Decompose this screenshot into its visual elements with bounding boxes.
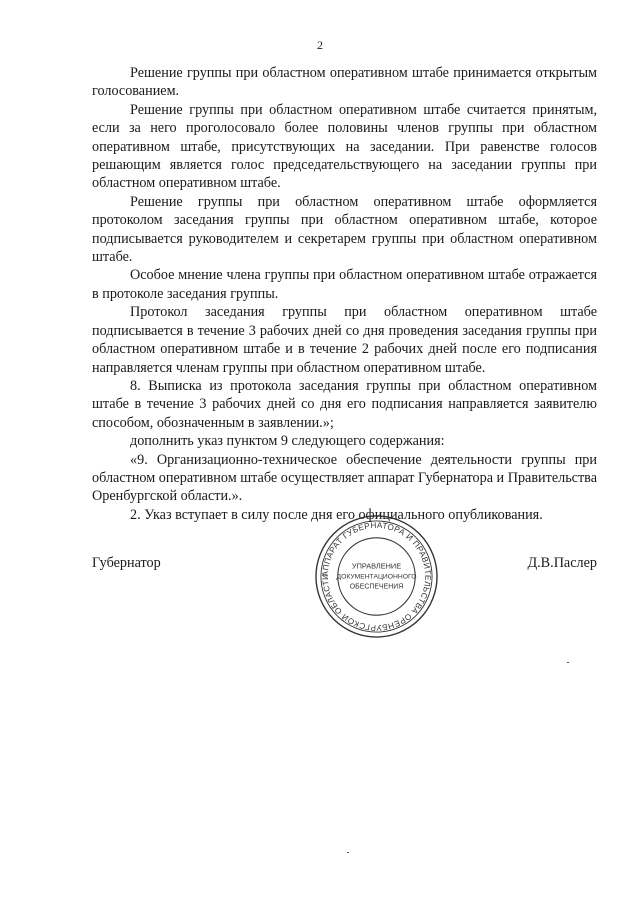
paragraph-add-item-9: дополнить указ пунктом 9 следующего содержания: <box>130 433 445 450</box>
paragraph-protocol-signing: Протокол заседания группы при областном оперативном штабе подписывается в течение 3 рабочих дней со дня проведения заседания группы при областном оперативном штабе и в течение 2 рабочих дней после его подписания направляется членам группы при областном оперативном штабе. <box>92 304 597 376</box>
page-number: 2 <box>317 38 323 52</box>
paragraph-decision-adopted: Решение группы при областном оперативном штабе считается принятым, если за него проголосовало более половины членов группы при областном оперативном штабе, присутствующих на заседании. При равенстве голосов решающим является голос председательствующего на заседании группы при областном оперативном штабе. <box>92 101 597 192</box>
seal-center-line-3: ОБЕСПЕЧЕНИЯ <box>349 583 404 591</box>
paragraph-open-voting: Решение группы при областном оперативном штабе принимается открытым голосованием. <box>92 65 597 100</box>
official-seal-stamp <box>313 513 440 640</box>
seal-center-line-2: ДОКУМЕНТАЦИОННОГО <box>336 573 417 581</box>
paragraph-entry-into-force: 2. Указ вступает в силу после дня его официального опубликования. <box>130 506 543 523</box>
scan-speck <box>567 662 569 663</box>
paragraph-dissenting-opinion: Особое мнение члена группы при областном оперативном штабе отражается в протоколе заседания группы. <box>92 267 597 302</box>
seal-ring-text: АППАРАТ ГУБЕРНАТОРА И ПРАВИТЕЛЬСТВА ОРЕНБУРГСКОЙ ОБЛАСТИ <box>320 520 433 633</box>
paragraph-item-8-extract: 8. Выписка из протокола заседания группы при областном оперативном штабе в течение 3 рабочих дней со дня его подписания направляется заявителю способом, обозначенным в заявлении.»; <box>92 377 597 431</box>
paragraph-decision-protocol: Решение группы при областном оперативном штабе оформляется протоколом заседания группы при областном оперативном штабе, которое подписывается руководителем и секретарем группы при областном оперативном штабе. <box>92 193 597 266</box>
scan-speck <box>347 852 349 853</box>
seal-center-line-1: УПРАВЛЕНИЕ <box>351 561 402 571</box>
document-body <box>92 64 597 524</box>
seal-graphic <box>313 513 440 640</box>
signatory-name: Д.В.Паслер <box>527 555 597 571</box>
paragraph-item-9: «9. Организационно-техническое обеспечение деятельности группы при областном оперативном штабе осуществляет аппарат Губернатора и Правительства Оренбургской области.». <box>92 451 597 505</box>
signatory-title: Губернатор <box>92 555 161 571</box>
